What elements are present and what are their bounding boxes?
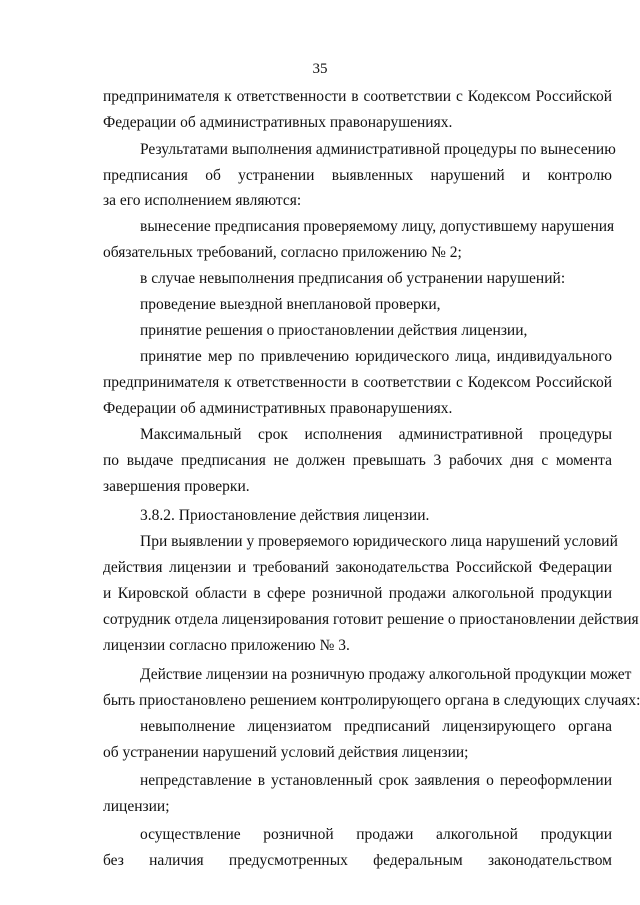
section-heading: 3.8.2. Приостановление действия лицензии. <box>140 507 430 524</box>
text-line: Федерации об административных правонарушениях. <box>103 400 453 417</box>
text-line: предписания об устранении выявленных нарушений и контролю <box>103 167 612 184</box>
text-line: об устранении нарушений условий действия лицензии; <box>103 744 469 761</box>
paragraph-first-line: При выявлении у проверяемого юридического лица нарушений условий <box>140 533 618 550</box>
text-line: за его исполнением являются: <box>103 192 302 209</box>
paragraph-first-line: вынесение предписания проверяемому лицу, допустившему нарушения <box>140 218 615 235</box>
text-line: и Кировской области в сфере розничной продажи алкогольной продукции <box>103 585 612 602</box>
paragraph-first-line: Максимальный срок исполнения административной процедуры <box>140 426 612 443</box>
text-line: обязательных требований, согласно приложению № 2; <box>103 244 462 261</box>
paragraph-first-line: непредставление в установленный срок заявления о переоформлении <box>140 772 612 789</box>
text-line: предпринимателя к ответственности в соответствии с Кодексом Российской <box>103 88 612 105</box>
paragraph-first-line: Результатами выполнения административной процедуры по вынесению <box>140 141 616 158</box>
page-number: 35 <box>312 61 328 77</box>
text-line: лицензии; <box>103 798 170 815</box>
text-line: Федерации об административных правонарушениях. <box>103 114 453 131</box>
paragraph-first-line: проведение выездной внеплановой проверки, <box>140 296 441 313</box>
paragraph-first-line: принятие решения о приостановлении действия лицензии, <box>140 322 528 339</box>
text-line: по выдаче предписания не должен превышать 3 рабочих дня с момента <box>103 452 612 469</box>
text-line: действия лицензии и требований законодательства Российской Федерации <box>103 559 612 576</box>
text-line: быть приостановлено решением контролирующего органа в следующих случаях: <box>103 692 640 709</box>
text-line: без наличия предусмотренных федеральным законодательством <box>103 852 612 869</box>
text-line: лицензии согласно приложению № 3. <box>103 637 350 654</box>
paragraph-first-line: принятие мер по привлечению юридического лица, индивидуального <box>140 348 612 365</box>
paragraph-first-line: осуществление розничной продажи алкогольной продукции <box>140 826 612 843</box>
paragraph-first-line: Действие лицензии на розничную продажу алкогольной продукции может <box>140 666 632 683</box>
text-line: сотрудник отдела лицензирования готовит решение о приостановлении действия <box>103 611 639 628</box>
text-line: предпринимателя к ответственности в соответствии с Кодексом Российской <box>103 374 612 391</box>
paragraph-first-line: в случае невыполнения предписания об устранении нарушений: <box>140 270 566 287</box>
text-line: завершения проверки. <box>103 478 250 495</box>
paragraph-first-line: невыполнение лицензиатом предписаний лицензирующего органа <box>140 718 612 735</box>
